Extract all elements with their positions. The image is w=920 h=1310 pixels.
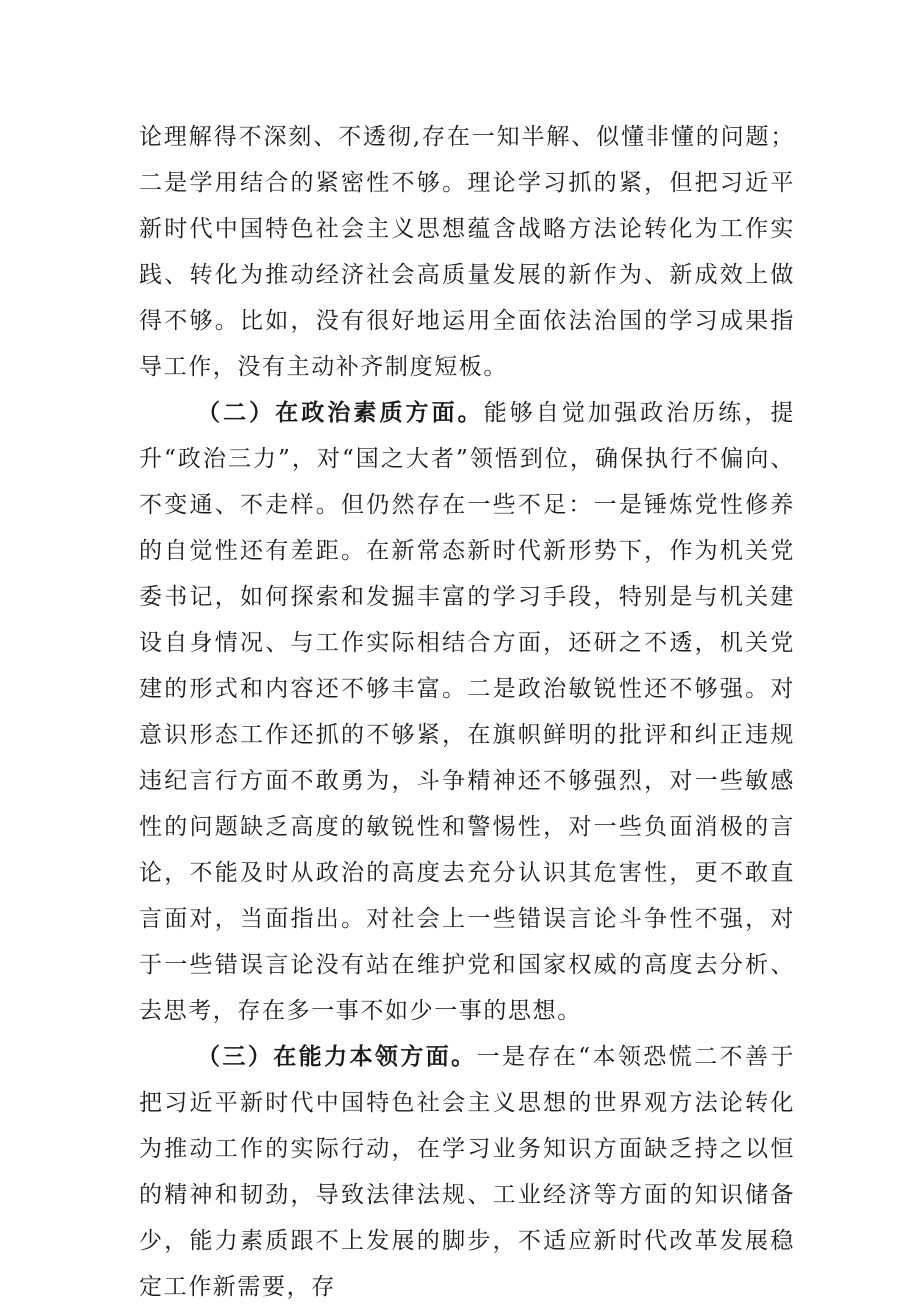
paragraph-theory-study <box>139 114 795 390</box>
section-heading-ability: （三）在能力本领方面。 <box>197 1043 477 1070</box>
document-page <box>139 114 795 1310</box>
paragraph-political-quality <box>139 390 795 1034</box>
paragraph-text: 论理解得不深刻、不透彻,存在一知半解、似懂非懂的问题；二是学用结合的紧密性不够。理论学习抓的紧，但把习近平新时代中国特色社会主义思想蕴含战略方法论转化为工作实践、转化为推动经济社会高质量发展的新作为、新成效上做得不够。比如，没有很好地运用全面依法治国的学习成果指导工作，没有主动补齐制度短板。 <box>139 124 795 380</box>
paragraph-ability <box>139 1034 795 1310</box>
paragraph-text: 能够自觉加强政治历练，提升“政治三力”，对“国之大者”领悟到位，确保执行不偏向、不变通、不走样。但仍然存在一些不足：一是锤炼党性修养的自觉性还有差距。在新常态新时代新形势下，作为机关党委书记，如何探索和发掘丰富的学习手段，特别是与机关建设自身情况、与工作实际相结合方面，还研之不透，机关党建的形式和内容还不够丰富。二是政治敏锐性还不够强。对意识形态工作还抓的不够紧，在旗帜鲜明的批评和纠正违规违纪言行方面不敢勇为，斗争精神还不够强烈，对一些敏感性的问题缺乏高度的敏锐性和警惕性，对一些负面消极的言论，不能及时从政治的高度去充分认识其危害性，更不敢直言面对，当面指出。对社会上一些错误言论斗争性不强，对于一些错误言论没有站在维护党和国家权威的高度去分析、去思考，存在多一事不如少一事的思想。 <box>139 400 795 1024</box>
section-heading-political-quality: （二）在政治素质方面。 <box>197 399 484 426</box>
paragraph-text: 一是存在“本领恐慌二不善于把习近平新时代中国特色社会主义思想的世界观方法论转化为推动工作的实际行动，在学习业务知识方面缺乏持之以恒的精神和韧劲，导致法律法规、工业经济等方面的知识储备少，能力素质跟不上发展的脚步，不适应新时代改革发展稳定工作新需要，存 <box>139 1044 795 1300</box>
